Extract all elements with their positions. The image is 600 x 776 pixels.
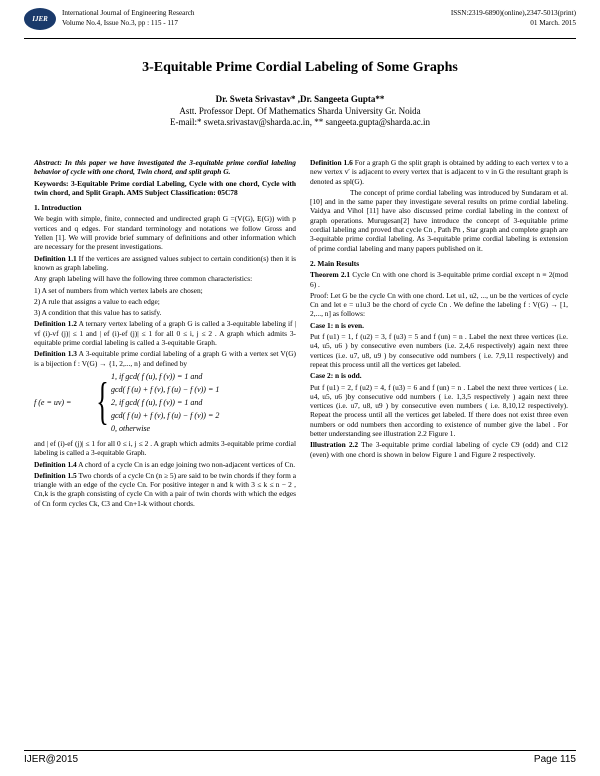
- main-results-heading: 2. Main Results: [310, 258, 360, 268]
- definition-1-1: [34, 254, 296, 273]
- theorem-label: Theorem 2.1: [310, 270, 351, 280]
- case-row: 1, if gcd( f (u), f (v)) = 1 and: [110, 371, 203, 381]
- def-label: Definition 1.5: [34, 470, 77, 480]
- header-right: [451, 8, 576, 28]
- author-affiliation: Astt. Professor Dept. Of Mathematics Sharda University Gr. Noida: [179, 105, 421, 116]
- characteristics-intro: Any graph labeling will have the following three common characteristics:: [34, 274, 253, 284]
- def-label: Definition 1.2: [34, 319, 77, 329]
- definition-1-3-tail: and | ef (i)-ef (j)| ≤ 1 for all 0 ≤ i, j ≤ 2 . A graph which admits 3-equitable prime cordial labeling is called a 3-equitable Graph.: [34, 438, 296, 458]
- footer-journal: IJER@2015: [24, 754, 79, 765]
- case-row: 0, otherwise: [110, 423, 151, 433]
- theorem-2-1: [310, 270, 568, 289]
- paper-title: 3-Equitable Prime Cordial Labeling of Some Graphs: [142, 60, 458, 75]
- definition-1-2: [34, 319, 296, 347]
- issn: ISSN:2319-6890)(online),2347-5013(print): [450, 9, 576, 17]
- definition-1-4: [34, 460, 296, 469]
- labeling-cases-equation: [34, 370, 296, 435]
- case-2-text: Put f (u1) = 2, f (u2) = 4, f (u3) = 6 and f (un) = n . Label the next three vertices ( i.e. u4, u5, u6 )by consecutive odd numbers ( i.e. 1,3,5 respectively ) again next three vertices (i.e. u7, u8, u9 ) by consecutive even numbers ( i.e. 8,10,12 respectively). Repeat the process until all the vertices get labeled. If there does not exist three even numbers or odd numbers then according to existence of number give the label . For better understanding see illustration 2.2 Figure 1.: [310, 382, 568, 439]
- author-block: [0, 94, 600, 129]
- illustration-text: The 3-equitable prime cordial labeling of cycle C9 (odd) and C12 (even) with one chord is shown in below Figure 1 and Figure 2 respectively.: [310, 440, 569, 459]
- def-label: Definition 1.4: [34, 459, 77, 469]
- author-email: E-mail:* sweta.srivastav@sharda.ac.in, ** sangeeta.gupta@sharda.ac.in: [170, 117, 430, 127]
- journal-logo-icon: IJER: [24, 8, 56, 30]
- definition-1-3: [34, 349, 296, 368]
- def-text: A ternary vertex labeling of a graph G is called a 3-equitable labeling if | vf (i)-vf (j)| ≤ 1 and | ef (i)-ef (j)| ≤ 1 for all 0 ≤ i, j ≤ 2 . A graph which admits 3-equitable prime cordial labeling is called a 3-equitable Graph.: [34, 319, 297, 348]
- case-2-heading: Case 2: n is odd.: [310, 371, 362, 381]
- case-1-heading: Case 1: n is even.: [310, 320, 364, 330]
- def-text: Two chords of a cycle Cn (n ≥ 5) are said to be twin chords if they form a triangle with an edge of the cycle Cn. For positive integer n and k with 3 ≤ k ≤ n − 2 , Cn,k is the graph consisting of cycle Cn with a pair of twin chords with which the edges of Cn form cycles Ck, C3 and Cn+1-k without chords.: [34, 470, 297, 508]
- list-item: 3) A condition that this value has to satisfy.: [34, 308, 162, 318]
- author-names: Dr. Sweta Srivastav* ,Dr. Sangeeta Gupta**: [215, 94, 385, 104]
- def-label: Definition 1.6: [310, 158, 353, 167]
- def-label: Definition 1.3: [34, 349, 77, 359]
- definition-1-5: [34, 471, 296, 508]
- def-text: If the vertices are assigned values subject to certain condition(s) then it is known as graph labeling.: [34, 253, 297, 272]
- header-left: [62, 8, 195, 28]
- illustration-label: Illustration 2.2: [310, 440, 359, 450]
- list-item: 1) A set of numbers from which vertex labels are chosen;: [34, 285, 203, 295]
- case-row: gcd( f (u) + f (v), f (u) − f (v)) = 1: [110, 384, 220, 394]
- left-brace-icon: {: [96, 373, 109, 431]
- case-row: 2, if gcd( f (u), f (v)) = 1 and: [110, 397, 203, 407]
- theorem-text: Cycle Cn with one chord is 3-equitable prime cordial except n ≡ 2(mod 6) .: [310, 270, 568, 289]
- footer-divider: [24, 750, 576, 751]
- equation-lhs: f (e = uv) =: [34, 397, 72, 407]
- header-divider: [24, 38, 576, 39]
- page-number: Page 115: [533, 754, 576, 765]
- left-column: [34, 158, 296, 510]
- equation-cases: [111, 370, 219, 435]
- publication-date: 01 March. 2015: [530, 19, 576, 27]
- intro-paragraph: We begin with simple, finite, connected and undirected graph G =(V(G), E(G)) with p vertices and q edges. For standard terminology and notations we follow Gross and Yellen [1]. We will provide brief summary of definitions and other information which are necessary for the present investigations.: [34, 214, 296, 252]
- definition-1-6: [310, 158, 568, 186]
- keywords: Keywords: 3-Equitable Prime cordial Labeling, Cycle with one chord, Cycle with twin chord, and Split Graph. AMS Subject Classification: 05C78: [34, 178, 296, 197]
- def-text: A 3-equitable prime cordial labeling of a graph G with a vertex set V(G) is a bijection f : V(G) → {1, 2,..., n} and defined by: [34, 349, 296, 368]
- def-label: Definition 1.1: [34, 253, 77, 263]
- journal-issue: Volume No.4, Issue No.3, pp : 115 - 117: [62, 19, 178, 27]
- journal-name: International Journal of Engineering Research: [62, 9, 195, 17]
- intro-heading: 1. Introduction: [34, 203, 82, 213]
- proof-paragraph: Proof: Let G be the cycle Cn with one chord. Let u1, u2, ..., un be the vertices of cycle Cn and let e = u1u3 be the chord of cycle Cn . We define the labeling f : V(G) → [1, 2,..., n] as follows:: [310, 290, 568, 319]
- page-header: [24, 6, 576, 40]
- def-text: A chord of a cycle Cn is an edge joining two non-adjacent vertices of Cn.: [76, 459, 296, 469]
- list-item: 2) A rule that assigns a value to each edge;: [34, 296, 160, 306]
- def-text: For a graph G the split graph is obtained by adding to each vertex v to a new vertex v′ is adjacent to every vertex that is adjacent to v in G the resultant graph is denoted as spl(G).: [310, 158, 569, 186]
- background-paragraph: The concept of prime cordial labeling was introduced by Sundaram et al.[10] and in the same paper they investigate several results on prime cordial labeling. Vaidya and Vihol [11] have also discussed prime cordial labeling in the context of graph operations. Murugesan[2] have introduce the concept of 3-equitable prime cordial labeling and proved that cycle Cn , Path Pn , Star graph and complete graph are 3-equitable prime cordial labeling. As 3-equitable prime cordial labeling is extension of prime cordial labeling and many papers published on it.: [310, 187, 568, 253]
- case-1-text: Put f (u1) = 1, f (u2) = 3, f (u3) = 5 and f (un) = n . Label the next three vertices (i.e. u4, u5, u6 ) by consecutive even numbers (i.e. 2,4,6 respectively) again next three vertices (i.e. u7, u8, u9 ) by consecutive odd numbers ( i.e. 7,9,11 respectively) and repeat this process until all the vertices get labeled.: [310, 332, 568, 369]
- illustration-2-2: [310, 440, 568, 459]
- right-column: [310, 158, 568, 461]
- case-row: gcd( f (u) + f (v), f (u) − f (v)) = 2: [110, 410, 220, 420]
- abstract: Abstract: In this paper we have investigated the 3-equitable prime cordial labeling behavior of cycle with one chord, Twin chord, and split graph G.: [34, 158, 296, 177]
